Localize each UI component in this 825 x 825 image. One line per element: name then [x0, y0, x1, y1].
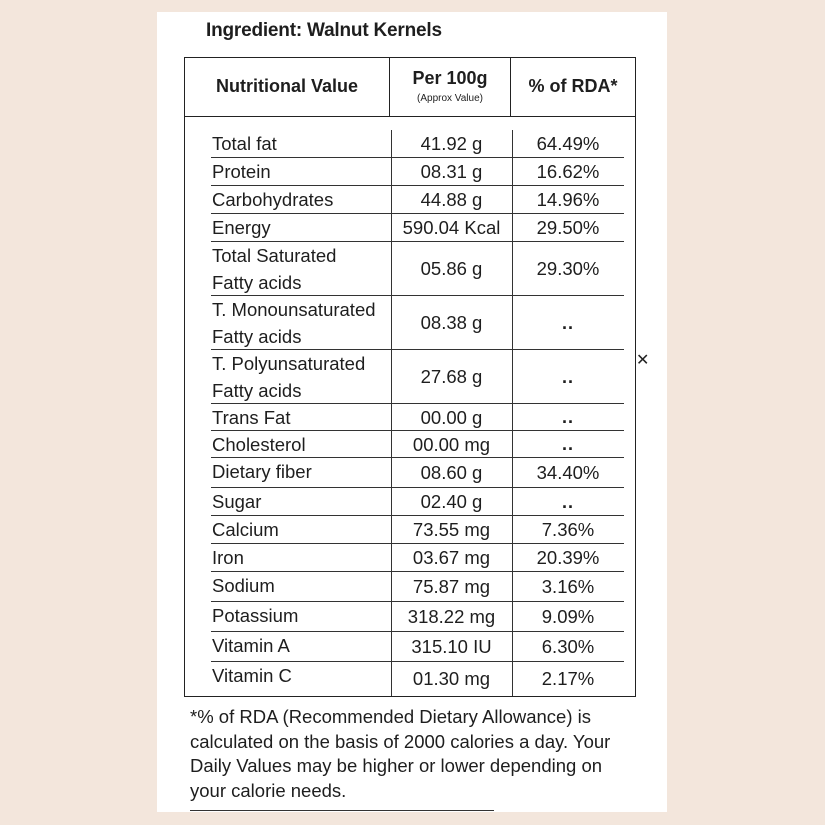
nutrient-name [212, 350, 365, 404]
header-approx-value: (Approx Value) [417, 93, 483, 104]
nutrient-rda: 29.30% [536, 258, 600, 279]
column-divider [391, 431, 392, 458]
column-divider [391, 544, 392, 572]
column-divider [512, 488, 513, 516]
column-divider [512, 516, 513, 544]
column-divider [391, 662, 392, 696]
column-divider [391, 130, 392, 158]
table-row [211, 662, 624, 696]
table-row [211, 186, 624, 214]
nutrient-name [212, 214, 271, 241]
nutrient-rda: 29.50% [536, 217, 600, 238]
column-divider [512, 296, 513, 350]
nutrient-name-line: Trans Fat [212, 407, 291, 428]
nutrient-name [212, 572, 275, 599]
nutrient-name [212, 458, 312, 485]
table-row [211, 458, 624, 488]
column-divider [512, 602, 513, 632]
nutrient-name-line: T. Monounsaturated [212, 299, 376, 320]
table-row [211, 404, 624, 431]
nutrient-name-line: T. Polyunsaturated [212, 353, 366, 374]
header-per-100g-label: Per 100g [412, 68, 488, 88]
column-divider [512, 572, 513, 602]
column-divider [391, 296, 392, 350]
column-divider [391, 458, 392, 488]
nutrient-name-line: Energy [212, 217, 271, 238]
nutrient-name [212, 544, 244, 571]
column-divider [512, 458, 513, 488]
nutrient-rda: 14.96% [536, 189, 600, 210]
nutrient-name-line: Carbohydrates [212, 189, 334, 210]
nutrient-name-line: Cholesterol [212, 434, 306, 455]
column-divider [391, 488, 392, 516]
nutrient-name [212, 632, 290, 659]
nutrient-amount: 08.60 g [420, 462, 483, 483]
column-divider [391, 602, 392, 632]
nutrient-name-line: Sodium [212, 575, 275, 596]
nutrient-name [212, 186, 333, 213]
column-divider [391, 516, 392, 544]
nutrient-name-line: Fatty acids [212, 326, 302, 347]
column-divider [391, 242, 392, 296]
nutrient-rda: 2.17% [541, 668, 595, 689]
nutrient-rda: .. [561, 434, 574, 454]
nutrient-amount: 590.04 Kcal [402, 217, 501, 238]
column-divider [391, 632, 392, 662]
header-rda: % of RDA* [528, 76, 618, 96]
table-row [211, 214, 624, 242]
column-divider [512, 130, 513, 158]
close-icon[interactable]: ✕ [636, 352, 650, 369]
nutrient-name [212, 296, 376, 350]
nutrient-name-line: Iron [212, 547, 244, 568]
nutrient-rda: 9.09% [541, 606, 595, 627]
column-divider [512, 431, 513, 458]
column-divider [512, 662, 513, 696]
nutrient-name-line: Total Saturated [212, 245, 337, 266]
column-divider [391, 404, 392, 431]
nutrient-amount: 05.86 g [420, 258, 483, 279]
nutrient-rda: 16.62% [536, 161, 600, 182]
nutrient-amount: 02.40 g [420, 491, 483, 512]
nutrient-rda: 6.30% [541, 636, 595, 657]
column-divider [391, 214, 392, 242]
nutrient-rda: 7.36% [541, 519, 595, 540]
table-row [211, 516, 624, 544]
nutrient-rda: 3.16% [541, 576, 595, 597]
nutrient-amount: 318.22 mg [407, 606, 496, 627]
header-rule [185, 116, 635, 117]
nutrient-rda: 34.40% [536, 462, 600, 483]
nutrient-name-line: Calcium [212, 519, 279, 540]
nutrient-name-line: Vitamin A [212, 635, 290, 656]
footnote: *% of RDA (Recommended Dietary Allowance) is calculated on the basis of 2000 calories a day. Your Daily Values may be higher or lower depending on your calorie needs. [190, 706, 611, 801]
table-row [211, 602, 624, 632]
nutrient-rda: .. [561, 312, 574, 333]
table-row [211, 158, 624, 186]
nutrient-name-line: Fatty acids [212, 380, 302, 401]
nutrient-name [212, 431, 306, 458]
nutrient-name [212, 158, 271, 185]
nutrient-amount: 08.31 g [420, 161, 483, 182]
nutrient-rda: .. [561, 407, 574, 427]
column-divider [391, 158, 392, 186]
column-divider [512, 214, 513, 242]
nutrient-name [212, 516, 279, 543]
nutrient-amount: 27.68 g [420, 366, 483, 387]
column-divider [391, 572, 392, 602]
nutrient-amount: 00.00 mg [412, 433, 491, 455]
footnote-rule [190, 810, 494, 811]
nutrient-amount: 73.55 mg [412, 519, 491, 540]
nutrient-amount: 00.00 g [420, 406, 483, 428]
table-row [211, 350, 624, 404]
column-divider [391, 186, 392, 214]
column-divider [512, 158, 513, 186]
nutrient-name-line: Vitamin C [212, 665, 292, 686]
table-row [211, 431, 624, 458]
nutrient-name-line: Sugar [212, 491, 262, 512]
table-row [211, 296, 624, 350]
nutrient-name [212, 130, 277, 157]
nutrient-name-line: Protein [212, 161, 271, 182]
nutrient-name [212, 662, 292, 689]
nutrient-amount: 44.88 g [420, 189, 483, 210]
table-row [211, 544, 624, 572]
table-row [211, 488, 624, 516]
nutrient-name [212, 242, 336, 296]
nutrient-name [212, 488, 261, 515]
column-divider [512, 544, 513, 572]
nutrient-rda: .. [561, 366, 574, 387]
page-title: Ingredient: Walnut Kernels [206, 20, 442, 41]
nutrient-amount: 01.30 mg [412, 668, 491, 689]
column-divider [512, 350, 513, 404]
column-divider [512, 242, 513, 296]
table-row [211, 242, 624, 296]
nutrient-amount: 08.38 g [420, 312, 483, 333]
nutrient-name-line: Total fat [212, 133, 277, 154]
column-divider [512, 186, 513, 214]
nutrient-rda: 64.49% [536, 133, 600, 154]
header-per-100g [390, 68, 510, 104]
nutrient-rda: .. [561, 491, 574, 512]
table-row [211, 572, 624, 602]
nutrient-amount: 03.67 mg [412, 547, 491, 568]
nutrient-name [212, 602, 298, 629]
nutrient-name-line: Dietary fiber [212, 461, 312, 482]
column-divider [512, 404, 513, 431]
column-divider [391, 350, 392, 404]
header-nutritional-value: Nutritional Value [215, 76, 359, 96]
table-row [211, 130, 624, 158]
column-divider [512, 632, 513, 662]
nutrient-amount: 41.92 g [420, 133, 483, 154]
nutrient-name-line: Potassium [212, 605, 299, 626]
nutrient-rda: 20.39% [536, 547, 600, 568]
nutrient-name-line: Fatty acids [212, 272, 302, 293]
table-row [211, 632, 624, 662]
nutrient-amount: 315.10 IU [411, 636, 492, 657]
nutrient-name [212, 404, 290, 431]
nutrient-amount: 75.87 mg [412, 576, 491, 597]
